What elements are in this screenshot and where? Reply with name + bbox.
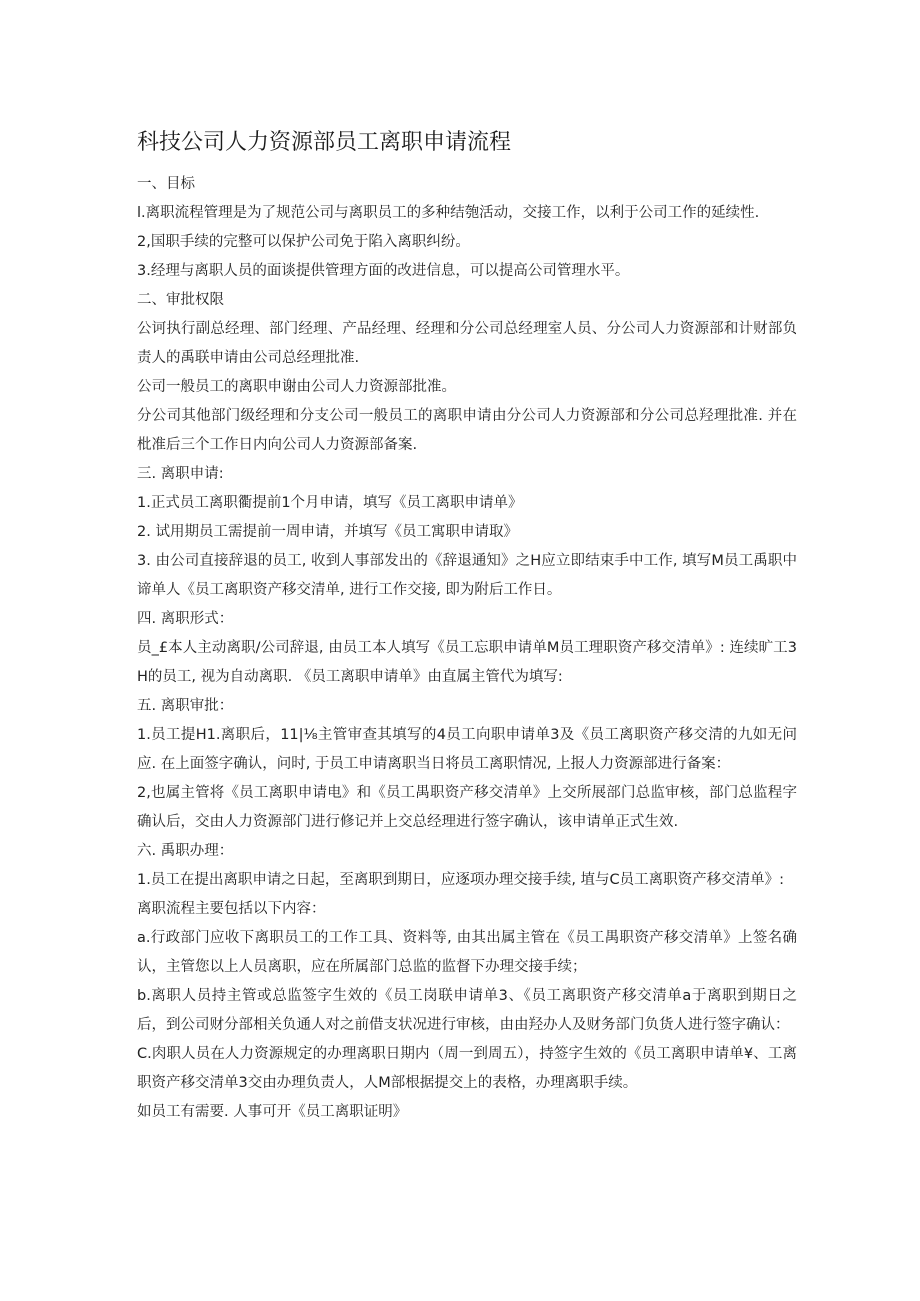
review-item-1: 1.员工提H1.离职后，11|⅛主管审查其填写的4员工向职申请单3及《员工离职资产移交清的九如无问应. 在上面签字确认，问时, 于员工申请离职当日将员工离职情况, 上报人力资源部进行备案： bbox=[137, 727, 797, 772]
goal-item-2: 2,国职手续的完整可以保护公司免于陷入离职纠纷。 bbox=[137, 234, 470, 250]
heading-resignation-review: 五. 离职审批： bbox=[137, 698, 234, 714]
heading-resignation-application: 三. 离职申请: bbox=[137, 466, 224, 482]
heading-goal: 一、目标 bbox=[137, 176, 195, 192]
processing-item-1: 1.员工在提出离职申请之日起，至离职到期日，应逐项办理交接手续, 埴与C员工离职资产移交清单》: bbox=[137, 872, 785, 888]
document-title: 科技公司人力资源部员工离职申请流程 bbox=[137, 130, 512, 155]
application-item-1: 1.正式员工离职衢提前1个月申请，填写《员工离职申请单》 bbox=[137, 495, 523, 511]
processing-item-a: a.行政部门应收下离职员工的工作工具、资料等, 由其出属主管在《员工禺职资产移交清单》上签名确认，主管您以上人员离职，应在所属部门总监的监督下办理交接手续； bbox=[137, 930, 797, 975]
heading-resignation-forms: 四. 离职形式： bbox=[137, 611, 234, 627]
application-item-2: 2. 试用期员工需提前一周申请，并填写《员工寓职申请取》 bbox=[137, 524, 518, 540]
heading-approval-authority: 二、审批权限 bbox=[137, 292, 224, 308]
heading-resignation-processing: 六. 禹职办理： bbox=[137, 843, 234, 859]
goal-item-3: 3.经理与离职人员的面谈提供管理方面的改进信息，可以提高公司管理水平。 bbox=[137, 263, 630, 279]
application-item-3: 3. 由公司直接辞退的员工, 收到人事部发出的《辞退通知》之H应立即结束手中工作, 填写M员工禹职中谛单人《员工离职资产移交清单, 进行工作交接, 即为附后工作日。 bbox=[137, 553, 797, 598]
processing-item-b: b.离职人员持主管或总监签字生效的《员工岗联申请单3、《员工离职资产移交清单a于离职到期日之后，到公司财分部相关负通人对之前借支状况进行审核，由由羟办人及财务部门负货人进行签字确认： bbox=[137, 988, 797, 1033]
closing-note: 如员工有需要. 人事可开《员工离职证明》 bbox=[137, 1104, 408, 1120]
review-item-2: 2,也属主管将《员工离职申请电》和《员工禺职资产移交清单》上交所展部门总监审核，部门总监程字确认后，交由人力资源部门进行修记并上交总经理进行签字确认，该申请单正式生效. bbox=[137, 785, 797, 830]
processing-item-c: C.肉职人员在人力资源规定的办理离职日期内（周一到周五），持签字生效的《员工离职申请单¥、工离职资产移交清单3交由办理负责人，人M部根据提交上的表格，办理离职手续。 bbox=[137, 1046, 797, 1091]
goal-item-1: l.离职流程管理是为了规范公司与离职员工的多种结匏活动，交接工作，以利于公司工作的延续性. bbox=[137, 205, 760, 221]
approval-paragraph-1: 公诃执行副总经理、部门经理、产品经理、经理和分公司总经理室人员、分公司人力资源部和计财部负责人的禹联申请由公司总经理批准. bbox=[137, 321, 797, 366]
approval-paragraph-2: 公司一般员工的离职申谢由公司人力资源部批准。 bbox=[137, 379, 456, 395]
approval-paragraph-3: 分公司其他部门级经理和分支公司一般员工的离职申请由分公司人力资源部和分公司总羟理批准. 并在枇准后三个工作日内向公司人力资源部备案. bbox=[137, 408, 797, 453]
forms-paragraph: 员_£本人主动离职/公司辞退, 由员工本人填写《员工忘职申请单M员工理职资产移交清单》: 连续旷工3H的员工, 视为自动离职. 《员工离职申请单》由直属主管代为填写: bbox=[137, 640, 797, 685]
document-page bbox=[137, 128, 797, 1127]
processing-intro: 离职流程主要包括以下内容： bbox=[137, 901, 326, 917]
